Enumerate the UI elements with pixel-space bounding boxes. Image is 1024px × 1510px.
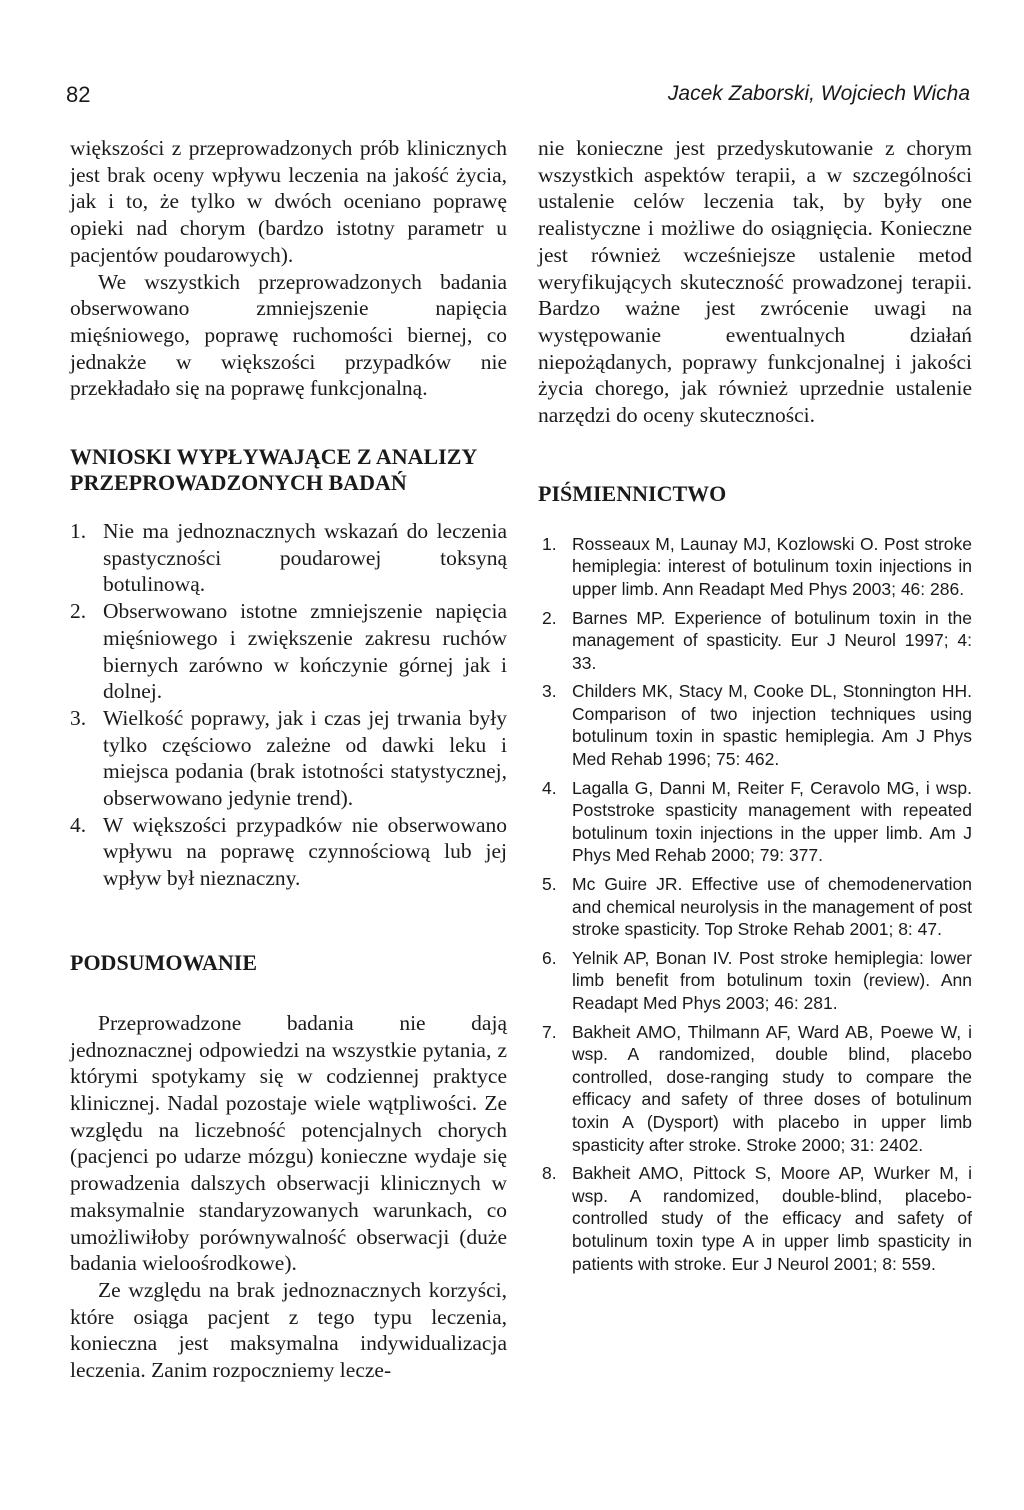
paragraph-recommendations: nie konieczne jest przedyskutowanie z chorym wszystkich aspektów terapii, a w szczególności ustalenie celów leczenia tak, by były one realistyczne i możliwe do osiągnięcia. Konieczne jest również wcześniejsze ustalenie metod weryfikujących skuteczność prowadzonej terapii. Bardzo ważne jest zwrócenie uwagi na występowanie ewentualnych działań niepożądanych, poprawy funkcjonalnej i jakości życia chorego, jak również uprzednie ustalenie narzędzi do oceny skuteczności. bbox=[538, 136, 972, 428]
list-item: 4. W większości przypadków nie obserwowano wpływu na poprawę czynnościową lub jej wpływ był nieznaczny. bbox=[70, 812, 507, 891]
summary-paragraph-1: Przeprowadzone badania nie dają jednoznacznej odpowiedzi na wszystkie pytania, z którymi spotykamy się w codziennej praktyce klinicznej. Nadal pozostaje wiele wątpliwości. Ze względu na liczebność potencjalnych chorych (pacjenci po udarze mózgu) konieczne wydaje się prowadzenia dalszych obserwacji klinicznych w maksymalnie standaryzowanych warunkach, co umożliwiłoby porównywalność obserwacji (duże badania wieloośrodkowe). bbox=[70, 1010, 507, 1276]
reference-item: 5. Mc Guire JR. Effective use of chemodenervation and chemical neurolysis in the management of post stroke spasticity. Top Stroke Rehab 2001; 8: 47. bbox=[542, 874, 972, 940]
reference-item: 8. Bakheit AMO, Pittock S, Moore AP, Wurker M, i wsp. A randomized, double-blind, placebo-controlled study of the efficacy and safety of botulinum toxin type A in upper limb spasticity in patients with stroke. Eur J Neurol 2001; 8: 559. bbox=[542, 1163, 972, 1274]
left-column bbox=[70, 135, 507, 1384]
running-head: Jacek Zaborski, Wojciech Wicha bbox=[667, 82, 970, 105]
references-heading: PIŚMIENNICTWO bbox=[538, 480, 727, 506]
paragraph-findings: We wszystkich przeprowadzonych badania obserwowano zmniejszenie napięcia mięśniowego, poprawę ruchomości biernej, co jednakże w większości przypadków nie przekładało się na poprawę funkcjonalną. bbox=[70, 269, 507, 401]
conclusions-heading-line2: PRZEPROWADZONYCH BADAŃ bbox=[70, 470, 407, 496]
conclusions-list bbox=[70, 518, 507, 892]
reference-item: 3. Childers MK, Stacy M, Cooke DL, Stonnington HH. Comparison of two injection techniques using botulinum toxin in spastic hemiplegia. Am J Phys Med Rehab 1996; 75: 462. bbox=[542, 681, 972, 770]
reference-item: 1. Rosseaux M, Launay MJ, Kozlowski O. Post stroke hemiplegia: interest of botulinum toxin injections in upper limb. Ann Readapt Med Phys 2003; 46: 286. bbox=[542, 533, 972, 599]
conclusions-heading-line1: WNIOSKI WYPŁYWAJĄCE Z ANALIZY bbox=[70, 444, 478, 470]
list-item: 3. Wielkość poprawy, jak i czas jej trwania były tylko częściowo zależne od dawki leku i miejsca podania (brak istotności statystycznej, obserwowano jedynie trend). bbox=[70, 705, 507, 811]
reference-item: 6. Yelnik AP, Bonan IV. Post stroke hemiplegia: lower limb benefit from botulinum toxin (review). Ann Readapt Med Phys 2003; 46: 281. bbox=[542, 947, 972, 1014]
summary-paragraph-2: Ze względu na brak jednoznacznych korzyści, które osiąga pacjent z tego typu leczenia, konieczna jest maksymalna indywidualizacja leczenia. Zanim rozpoczniemy lecze- bbox=[70, 1277, 507, 1383]
conclusions-heading bbox=[70, 444, 507, 496]
list-item: 1. Nie ma jednoznacznych wskazań do leczenia spastyczności poudarowej toksyną botulinową. bbox=[70, 519, 507, 597]
reference-item: 4. Lagalla G, Danni M, Reiter F, Ceravolo MG, i wsp. Poststroke spasticity management with repeated botulinum toxin injections in the upper limb. Am J Phys Med Rehab 2000; 79: 377. bbox=[542, 777, 972, 866]
references-list bbox=[538, 533, 972, 1275]
page-number: 82 bbox=[66, 82, 91, 107]
reference-item: 7. Bakheit AMO, Thilmann AF, Ward AB, Poewe W, i wsp. A randomized, double blind, placebo controlled, dose-ranging study to compare the efficacy and safety of three doses of botulinum toxin A (Dysport) with placebo in upper limb spasticity after stroke. Stroke 2000; 31: 2402. bbox=[542, 1021, 972, 1155]
reference-item: 2. Barnes MP. Experience of botulinum toxin in the management of spasticity. Eur J Neurol 1997; 4: 33. bbox=[542, 607, 972, 673]
list-item: 2. Obserwowano istotne zmniejszenie napięcia mięśniowego i zwiększenie zakresu ruchów biernych zarówno w kończynie górnej jak i dolnej. bbox=[70, 599, 507, 704]
summary-heading: PODSUMOWANIE bbox=[70, 949, 258, 975]
paragraph-continued: większości z przeprowadzonych prób klinicznych jest brak oceny wpływu leczenia na jakość życia, jak i to, że tylko w dwóch oceniano poprawę opieki nad chorym (bardzo istotny parametr u pacjentów poudarowych). bbox=[70, 136, 507, 267]
right-column bbox=[538, 135, 972, 1281]
